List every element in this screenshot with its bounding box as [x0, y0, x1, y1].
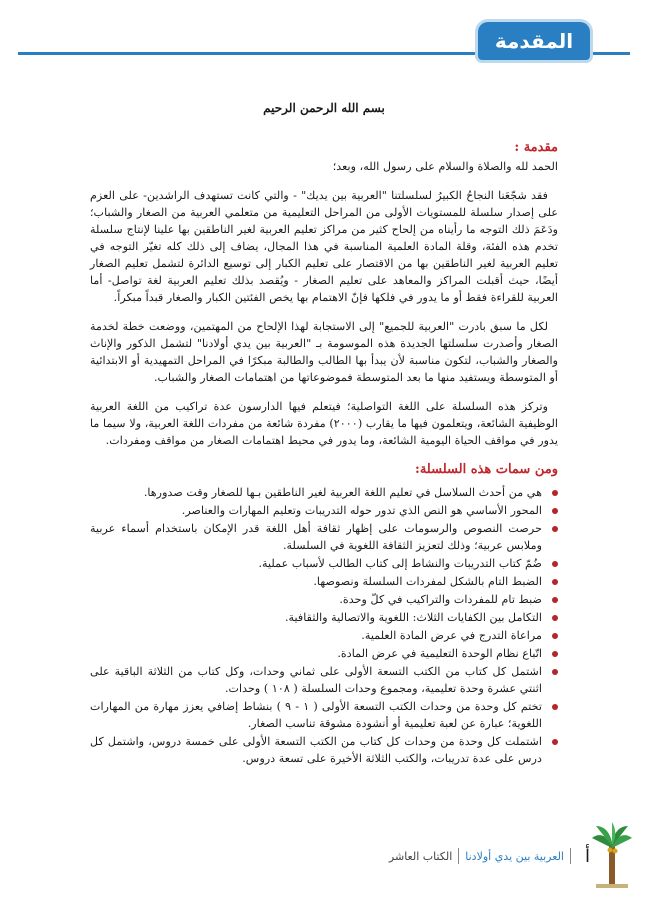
feature-item — [90, 591, 558, 608]
bullet-icon — [552, 704, 558, 710]
palm-tree-icon — [590, 820, 634, 890]
section-tab — [478, 22, 590, 60]
feature-item — [90, 733, 558, 767]
feature-text: ضبط تام للمفردات والتراكيب في كلّ وحدة. — [339, 593, 542, 606]
intro-heading: مقدمة : — [514, 140, 558, 155]
section-tab-title: المقدمة — [494, 29, 574, 53]
paragraph-3: وتركز هذه السلسلة على اللغة التواصلية؛ فيتعلم فيها الدارسون عدة تراكيب من اللغة العربية الوظيفية الشائعة، ويتعلمون فيها ما يقارب (٢٠٠٠) مفردة شائعة من مفردات اللغة العربية، ولا سيما ما يدور في مواقف الحياة اليومية الشائعة، وما يدور في محيط اهتمامات الصغار من مواقف ومفردات. — [90, 400, 558, 447]
bullet-icon — [552, 633, 558, 639]
feature-text: ضُمّ كتاب التدريبات والنشاط إلى كتاب الطالب لأسباب عملية. — [258, 557, 542, 570]
feature-item — [90, 609, 558, 626]
bullet-icon — [552, 669, 558, 675]
feature-item — [90, 520, 558, 554]
feature-text: هي من أحدث السلاسل في تعليم اللغة العربية لغير الناطقين بـها للصغار وقت صدورها. — [143, 486, 542, 499]
feature-text: حرصت النصوص والرسومات على إظهار ثقافة أهل اللغة قدر الإمكان باستخدام أسماء عربية وملابس عربية؛ وذلك لتعزيز الثقافة اللغوية في السلسلة. — [90, 522, 542, 552]
feature-item — [90, 484, 558, 501]
feature-item — [90, 645, 558, 662]
feature-item — [90, 663, 558, 697]
feature-text: الضبط التام بالشكل لمفردات السلسلة ونصوصها. — [313, 575, 542, 588]
feature-text: اشتمل كل كتاب من الكتب التسعة الأولى على ثماني وحدات، وكل كتاب من الثلاثة الباقية على اثنتي عشرة وحدة تعليمية، ومجموع وحدات السلسلة ( ١٠٨ ) وحدات. — [90, 665, 542, 695]
bullet-icon — [552, 561, 558, 567]
feature-text: اتّباع نظام الوحدة التعليمية في عرض المادة. — [337, 647, 542, 660]
basmala: بسم الله الرحمن الرحيم — [263, 101, 385, 115]
bullet-icon — [552, 490, 558, 496]
page-footer — [340, 844, 590, 868]
feature-item — [90, 502, 558, 519]
feature-text: مراعاة التدرج في عرض المادة العلمية. — [361, 629, 542, 642]
series-title: العربية بين يدي أولادنا — [465, 849, 564, 863]
feature-item — [90, 573, 558, 590]
footer-divider — [570, 848, 571, 864]
features-heading: ومن سمات هذه السلسلة: — [415, 462, 558, 477]
greeting: الحمد لله والصلاة والسلام على رسول الله، وبعد؛ — [332, 160, 558, 173]
feature-text: تختم كل وحدة من وحدات الكتب التسعة الأولى ( ١ - ٩ ) بنشاط إضافي يعزز مهارة من المهارات اللغوية؛ عبارة عن لعبة تعليمية أو أنشودة مشوقة تناسب الصغار. — [90, 700, 542, 730]
page-number: أ — [584, 845, 590, 867]
bullet-icon — [552, 615, 558, 621]
bullet-icon — [552, 579, 558, 585]
bullet-icon — [552, 597, 558, 603]
bullet-icon — [552, 508, 558, 514]
features-list — [90, 484, 558, 767]
page-content — [90, 100, 558, 768]
feature-item — [90, 698, 558, 732]
bullet-icon — [552, 651, 558, 657]
feature-text: التكامل بين الكفايات الثلاث: اللغوية والاتصالية والثقافية. — [284, 611, 542, 624]
bullet-icon — [552, 739, 558, 745]
feature-text: اشتملت كل وحدة من وحدات كل كتاب من الكتب التسعة الأولى على خمسة دروس، واشتمل كل درس على عدة تدريبات، والكتب الثلاثة الأخيرة على تسعة دروس. — [90, 735, 542, 765]
feature-text: المحور الأساسي هو النص الذي تدور حوله التدريبات وتعليم المهارات والعناصر. — [181, 504, 542, 517]
feature-item — [90, 627, 558, 644]
footer-divider — [458, 848, 459, 864]
bullet-icon — [552, 526, 558, 532]
paragraph-1: فقد شجّعَنا النجاحُ الكبيرُ لسلسلتنا "العربية بين يديك" - والتي كانت تستهدف الراشدين- على العزم على إصدار سلسلة للمستويات الأولى من المراحل التعليمية من متعلمي العربية من الصغار والشباب؛ ودَعَمَ ذلك التوجه ما رأيناه من إلحاح كثير من مراكز تعليم العربية لغير الناطقين بها علينا لإنتاج سلسلة تخدم هذه الفئة، وقلة المادة العلمية المناسبة في هذا المجال، يضاف إلى ذلك كله تغيّر التوجه في تعليم العربية لغير الناطقين بها من الاقتصار على تعليم الكبار إلى توسيع الدائرة لتشمل تعليم الصغار أيضًا، حيث أقبلت المراكز والمعاهد على تعليم الصغار - ويُقصد بذلك تعليم العربية لغة تواصل- أما العربية للقراءة فقط أو ما يدور في فلكها فإنّ الاهتمام بها يخص الفئتين الكبار والصغار قبداً مبكراً. — [90, 189, 558, 304]
book-title: الكتاب العاشر — [388, 849, 453, 863]
paragraph-2: لكل ما سبق بادرت "العربية للجميع" إلى الاستجابة لهذا الإلحاح من المهتمين، ووضعت خطة لخدمة الصغار وأصدرت سلسلتها الجديدة هذه الموسومة بـ "العربية بين يدي أولادنا" لتشمل الذكور والإناث والصغار والشباب، لتكون مناسبة لأن يبدأ بها الطالب والطالبة مبكرًا في المراحل التمهيدية أو الابتدائية أو المتوسطة ويستفيد منها ما بعد المتوسطة فموضوعاتها من اهتمامات الصغار والشباب. — [90, 320, 558, 384]
feature-item — [90, 555, 558, 572]
